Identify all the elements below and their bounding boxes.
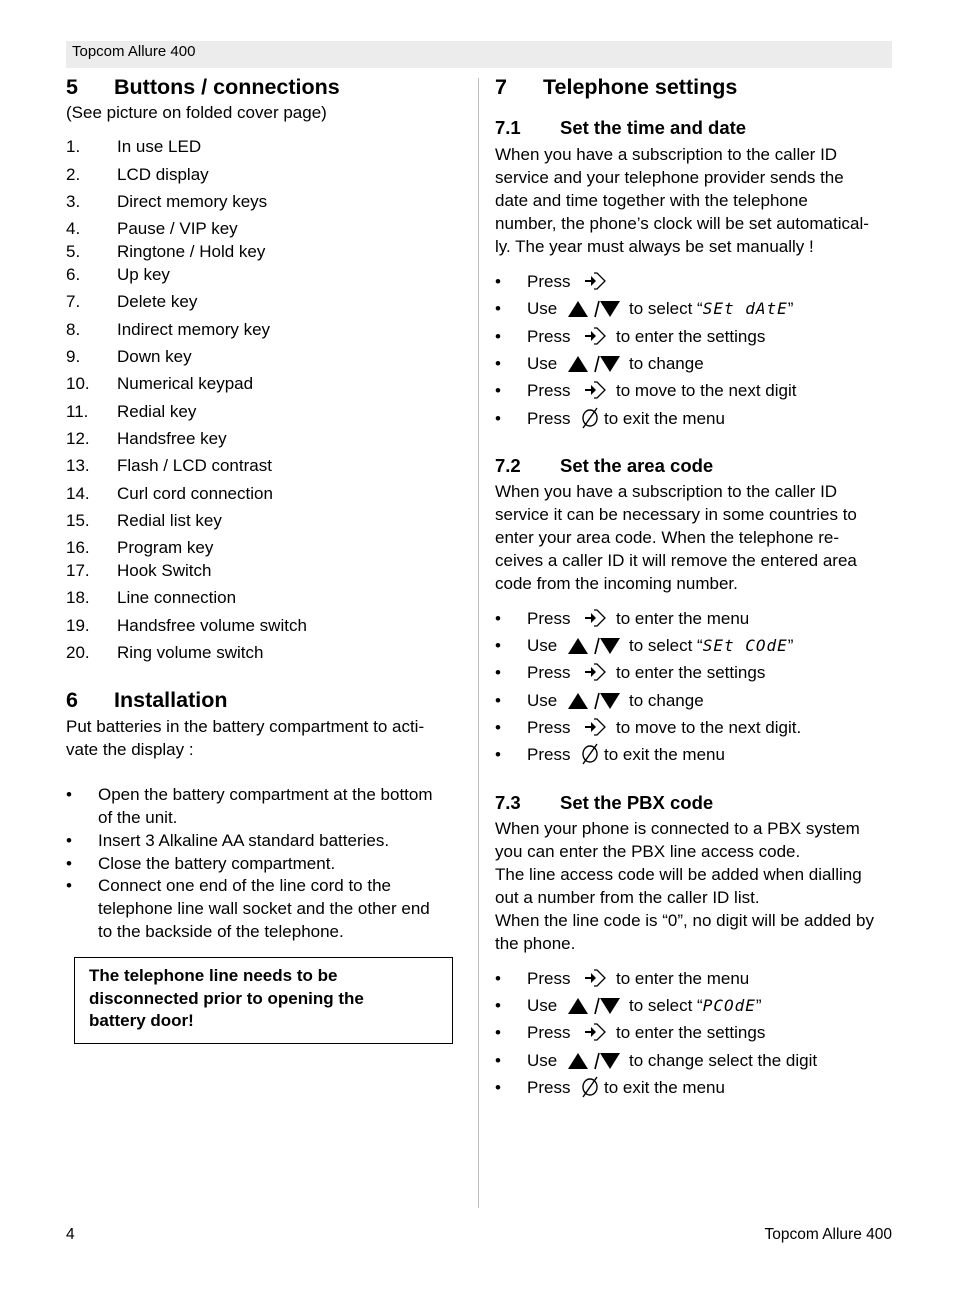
bullet-mark: • (495, 409, 501, 428)
section-7-title: Telephone settings (543, 75, 738, 99)
item-label: Ring volume switch (117, 643, 264, 662)
step-item (495, 691, 895, 715)
item-label: Hook Switch (117, 561, 212, 580)
closing-quote: ” (787, 636, 794, 655)
bullet-mark: • (495, 299, 501, 318)
step-action: to move to the next digit. (616, 718, 802, 737)
bullet-mark: • (495, 1023, 501, 1042)
list-item (66, 588, 446, 610)
text-line: Connect one end of the line cord to the (98, 876, 391, 895)
step-item (495, 1051, 895, 1075)
step-verb: Press (527, 381, 571, 400)
item-number: 18. (66, 588, 90, 607)
text-line: the phone. (495, 934, 576, 953)
bullet-mark: • (495, 636, 501, 655)
list-item (66, 137, 446, 159)
bullet-mark: • (495, 1051, 501, 1070)
section-7-2-title: Set the area code (560, 455, 714, 476)
bullet-text (98, 829, 466, 852)
item-number: 5. (66, 242, 81, 261)
item-label: Redial list key (117, 511, 222, 530)
step-action: to change (629, 354, 704, 373)
list-item (66, 538, 446, 560)
text-line: When the line code is “0”, no digit will be added by (495, 911, 874, 930)
item-label: Pause / VIP key (117, 219, 238, 238)
bullet-mark: • (66, 785, 72, 804)
item-number: 12. (66, 429, 90, 448)
item-number: 13. (66, 456, 90, 475)
step-verb: Use (527, 996, 558, 1015)
menu-key-icon (583, 1022, 609, 1047)
item-number: 1. (66, 137, 81, 156)
item-label: Down key (117, 347, 192, 366)
up-down-keys-icon (566, 690, 622, 717)
step-action: to exit the menu (604, 409, 725, 428)
step-text (616, 969, 749, 989)
list-item (66, 643, 446, 665)
step-item (495, 663, 895, 687)
running-header (66, 41, 892, 68)
item-number: 2. (66, 165, 81, 184)
text-line: The line access code will be added when dialling (495, 865, 862, 884)
step-text (604, 745, 725, 765)
step-action: to select “ (629, 636, 703, 655)
step-text (604, 1078, 725, 1098)
step-item (495, 1078, 895, 1102)
section-7-2-body (495, 480, 857, 595)
item-number: 15. (66, 511, 90, 530)
step-text (616, 718, 801, 738)
step-text (629, 1051, 817, 1071)
step-verb: Use (527, 636, 558, 655)
item-label: Handsfree volume switch (117, 616, 307, 635)
text-line: Close the battery compartment. (98, 854, 336, 873)
item-label: Program key (117, 538, 214, 557)
page-number: 4 (66, 1226, 75, 1243)
text-line: Open the battery compartment at the bottom (98, 785, 433, 804)
step-action: to change (629, 691, 704, 710)
text-line: Put batteries in the battery compartment to acti- (66, 717, 425, 736)
text-line: number, the phone’s clock will be set automatical- (495, 214, 869, 233)
item-label: Indirect memory key (117, 320, 271, 339)
bullet-item (66, 829, 466, 852)
item-label: LCD display (117, 165, 209, 184)
step-item (495, 609, 895, 633)
bullet-mark: • (495, 272, 501, 291)
list-item (66, 511, 446, 533)
item-number: 6. (66, 265, 81, 284)
list-item (66, 429, 446, 451)
column-divider (478, 78, 479, 1208)
text-line: ly. The year must always be set manually ! (495, 237, 814, 256)
section-5-note: (See picture on folded cover page) (66, 103, 327, 122)
header-title: Topcom Allure 400 (72, 43, 196, 60)
list-item (66, 347, 446, 369)
step-item (495, 969, 895, 993)
lcd-menu-text: SEt COdE (702, 636, 788, 655)
section-7-3-body (495, 817, 874, 955)
step-action: to exit the menu (604, 745, 725, 764)
section-5-title: Buttons / connections (114, 75, 340, 99)
step-text (616, 663, 765, 683)
step-text (629, 636, 793, 656)
bullet-mark: • (495, 327, 501, 346)
item-label: In use LED (117, 137, 202, 156)
bullet-text (98, 874, 466, 943)
section-7-3-title: Set the PBX code (560, 792, 714, 813)
item-number: 4. (66, 219, 81, 238)
bullet-mark: • (495, 381, 501, 400)
item-label: Line connection (117, 588, 237, 607)
text-line: When you have a subscription to the caller ID (495, 145, 838, 164)
item-number: 3. (66, 192, 81, 211)
up-down-keys-icon (566, 635, 622, 662)
menu-key-icon (583, 968, 609, 993)
text-line: telephone line wall socket and the other end (98, 899, 430, 918)
step-item (495, 745, 895, 769)
step-verb: Use (527, 354, 558, 373)
delete-key-icon (580, 406, 600, 435)
step-item (495, 636, 895, 660)
item-number: 16. (66, 538, 90, 557)
step-verb: Press (527, 663, 571, 682)
step-item (495, 354, 895, 378)
item-number: 10. (66, 374, 90, 393)
list-item (66, 219, 446, 241)
step-verb: Press (527, 327, 571, 346)
bullet-text (98, 783, 466, 829)
delete-key-icon (580, 742, 600, 771)
list-item (66, 402, 446, 424)
warning-line: battery door! (89, 1011, 194, 1030)
step-verb: Press (527, 969, 571, 988)
step-text (629, 354, 704, 374)
text-line: you can enter the PBX line access code. (495, 842, 801, 861)
up-down-keys-icon (566, 995, 622, 1022)
up-down-keys-icon (566, 298, 622, 325)
bullet-mark: • (495, 969, 501, 988)
menu-key-icon (583, 271, 609, 296)
step-verb: Press (527, 745, 571, 764)
warning-line: disconnected prior to opening the (89, 989, 364, 1008)
bullet-mark: • (495, 663, 501, 682)
text-line: out a number from the caller ID list. (495, 888, 760, 907)
bullet-mark: • (495, 996, 501, 1015)
step-action: to move to the next digit (616, 381, 797, 400)
step-item (495, 409, 895, 433)
bullet-item (66, 874, 466, 943)
list-item (66, 561, 446, 583)
bullet-text (98, 852, 466, 875)
footer-title: Topcom Allure 400 (764, 1226, 892, 1243)
section-5-number: 5 (66, 75, 78, 99)
step-item (495, 381, 895, 405)
step-text (629, 299, 793, 319)
section-7-3-number: 7.3 (495, 792, 521, 813)
item-label: Delete key (117, 292, 198, 311)
bullet-mark: • (66, 854, 72, 873)
bullet-mark: • (495, 354, 501, 373)
item-number: 9. (66, 347, 81, 366)
step-action: to select “ (629, 299, 703, 318)
item-label: Ringtone / Hold key (117, 242, 266, 261)
list-item (66, 242, 446, 264)
step-action: to exit the menu (604, 1078, 725, 1097)
step-text (629, 691, 704, 711)
section-6-intro (66, 715, 424, 761)
menu-key-icon (583, 326, 609, 351)
text-line: code from the incoming number. (495, 574, 738, 593)
bullet-mark: • (495, 745, 501, 764)
item-number: 19. (66, 616, 90, 635)
list-item (66, 374, 446, 396)
item-label: Curl cord connection (117, 484, 273, 503)
bullet-item (66, 852, 466, 875)
bullet-mark: • (495, 1078, 501, 1097)
step-item (495, 327, 895, 351)
item-label: Direct memory keys (117, 192, 268, 211)
text-line: enter your area code. When the telephone re- (495, 528, 839, 547)
text-line: to the backside of the telephone. (98, 922, 344, 941)
bullet-mark: • (495, 718, 501, 737)
bullet-mark: • (495, 691, 501, 710)
delete-key-icon (580, 1075, 600, 1104)
lcd-menu-text: SEt dAtE (702, 299, 788, 318)
item-number: 7. (66, 292, 81, 311)
item-label: Handsfree key (117, 429, 227, 448)
text-line: When your phone is connected to a PBX system (495, 819, 860, 838)
step-text (604, 409, 725, 429)
list-item (66, 456, 446, 478)
step-verb: Press (527, 718, 571, 737)
step-verb: Press (527, 409, 571, 428)
section-6-number: 6 (66, 688, 78, 712)
section-7-1-number: 7.1 (495, 117, 521, 138)
item-label: Numerical keypad (117, 374, 254, 393)
text-line: When you have a subscription to the caller ID (495, 482, 838, 501)
step-text (616, 1023, 765, 1043)
section-7-1-body (495, 143, 869, 258)
list-item (66, 616, 446, 638)
bullet-item (66, 783, 466, 829)
text-line: Insert 3 Alkaline AA standard batteries. (98, 831, 390, 850)
section-7-2-number: 7.2 (495, 455, 521, 476)
closing-quote: ” (755, 996, 762, 1015)
step-text (629, 996, 762, 1016)
section-6-title: Installation (114, 688, 228, 712)
step-verb: Use (527, 1051, 558, 1070)
step-item (495, 718, 895, 742)
bullet-mark: • (495, 609, 501, 628)
step-item (495, 1023, 895, 1047)
step-action: to enter the settings (616, 1023, 766, 1042)
step-item (495, 299, 895, 323)
text-line: of the unit. (98, 808, 178, 827)
step-text (616, 327, 765, 347)
step-verb: Press (527, 272, 571, 291)
menu-key-icon (583, 717, 609, 742)
item-number: 11. (66, 402, 89, 421)
text-line: ceives a caller ID it will remove the entered area (495, 551, 857, 570)
item-number: 20. (66, 643, 90, 662)
lcd-menu-text: PCOdE (702, 996, 756, 1015)
item-label: Up key (117, 265, 170, 284)
list-item (66, 484, 446, 506)
list-item (66, 165, 446, 187)
step-text (616, 381, 797, 401)
menu-key-icon (583, 608, 609, 633)
warning-box (74, 957, 453, 1044)
step-verb: Press (527, 1078, 571, 1097)
up-down-keys-icon (566, 353, 622, 380)
closing-quote: ” (787, 299, 794, 318)
list-item (66, 320, 446, 342)
menu-key-icon (583, 380, 609, 405)
step-action: to enter the menu (616, 969, 750, 988)
text-line: date and time together with the telephone (495, 191, 808, 210)
step-item (495, 996, 895, 1020)
step-action: to enter the menu (616, 609, 750, 628)
section-7-1-title: Set the time and date (560, 117, 747, 138)
text-line: vate the display : (66, 740, 194, 759)
list-item (66, 292, 446, 314)
bullet-mark: • (66, 876, 72, 895)
item-label: Redial key (117, 402, 197, 421)
step-verb: Use (527, 691, 558, 710)
section-7-number: 7 (495, 75, 507, 99)
item-number: 8. (66, 320, 81, 339)
item-label: Flash / LCD contrast (117, 456, 272, 475)
step-action: to select “ (629, 996, 703, 1015)
step-action: to enter the settings (616, 327, 766, 346)
step-verb: Press (527, 609, 571, 628)
bullet-mark: • (66, 831, 72, 850)
list-item (66, 265, 446, 287)
list-item (66, 192, 446, 214)
menu-key-icon (583, 662, 609, 687)
up-down-keys-icon (566, 1050, 622, 1077)
item-number: 17. (66, 561, 90, 580)
step-verb: Use (527, 299, 558, 318)
item-number: 14. (66, 484, 90, 503)
step-text (616, 609, 749, 629)
step-item (495, 272, 895, 296)
warning-line: The telephone line needs to be (89, 966, 338, 985)
step-action: to enter the settings (616, 663, 766, 682)
step-verb: Press (527, 1023, 571, 1042)
text-line: service it can be necessary in some countries to (495, 505, 857, 524)
text-line: service and your telephone provider sends the (495, 168, 844, 187)
step-action: to change select the digit (629, 1051, 818, 1070)
